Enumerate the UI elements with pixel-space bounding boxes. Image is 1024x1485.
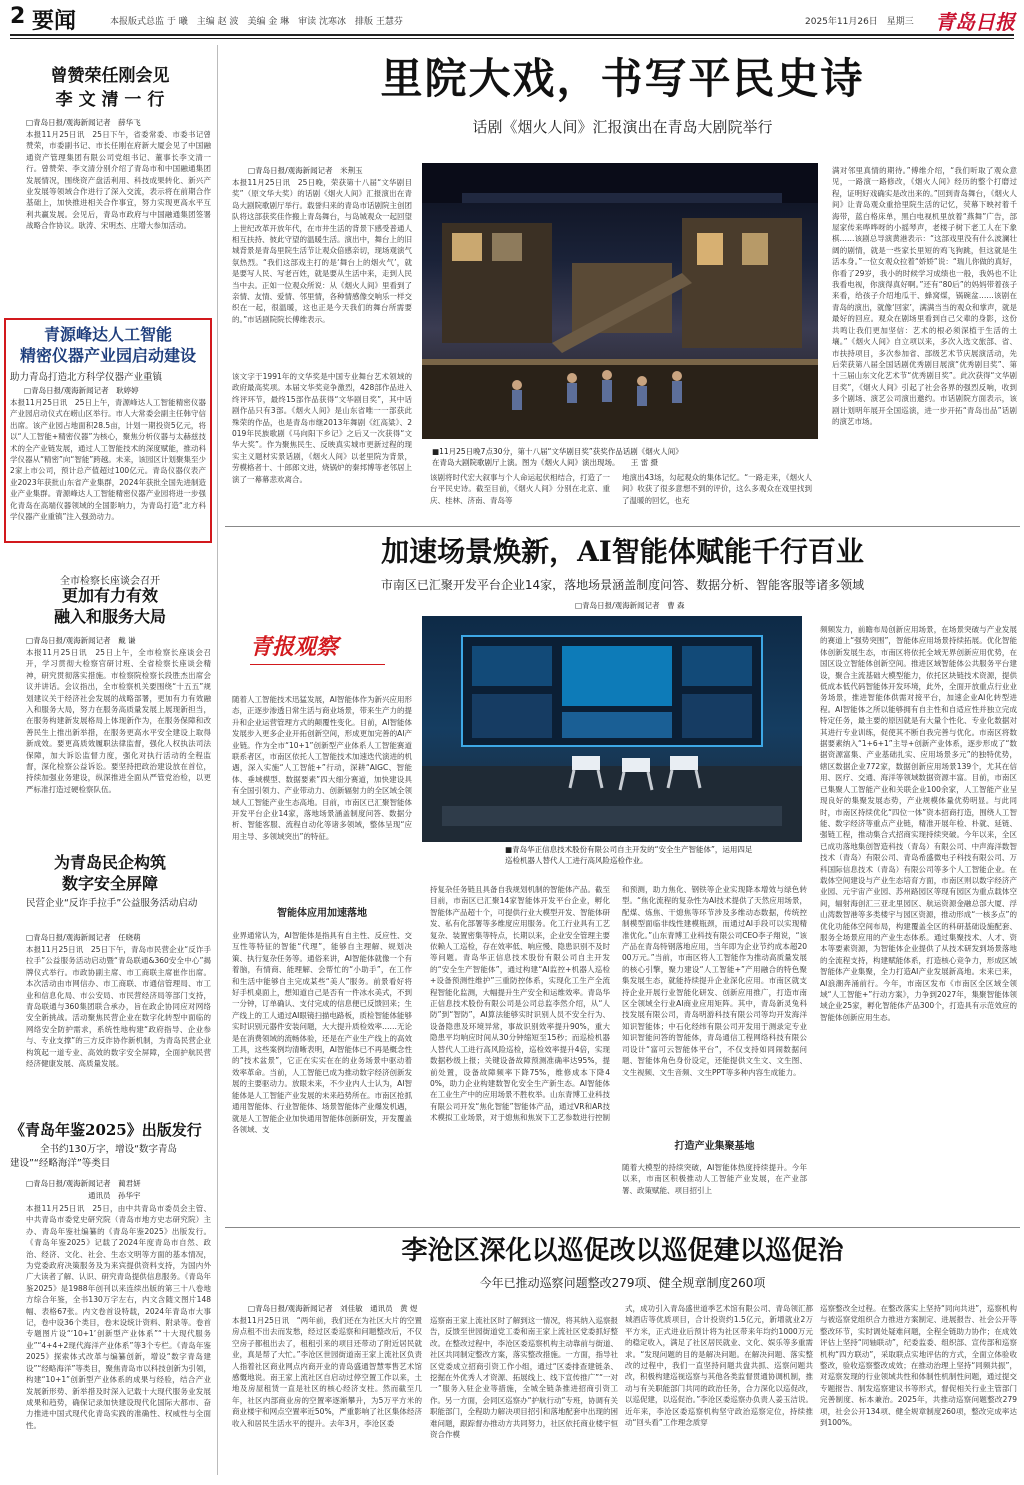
article8-body-col3: 式，成功引入青岛盛世道季艺术馆有限公司、青岛领汇都城酒店等优质项目，合计投资约1.5亿元，新增就业2万平方米，正式进业后预计将为社区带来年均约1000万元的稳定收入，满足了社区居民就业、文化、娱乐等多重需求。“发现问题的目的是解决问题。在解决问题、落实整改的过程中，我们一直坚持问题共盘共抓、巡察问题共改，积极构建巡视巡察与其他各类监督贯通协调机制，推动与有关职能部门共同的政治任务，合力深化以巡促改，以巡促建，以巡促治。”李沧区委巡察办负责人姜玉洁说。近年来，李沧区委巡察机构坚守政治巡察定位，持续推动“回头看”工作理念质穿 bbox=[625, 1304, 813, 1428]
article7-byline: □青岛日报/观海新闻记者 曹 森 bbox=[575, 601, 685, 610]
stage-photo bbox=[422, 163, 818, 439]
article6-body-col3: 该剧将时代宏大叙事与个人命运起伏相结合，打造了一台平民史诗。截至目前，《烟火人间》分别在北京、重庆、桂林、济南、青岛等 bbox=[430, 473, 610, 505]
article1-body: 本报11月25日讯 25日下午，省委常委、市委书记曾赞荣，市委副书记、市长任刚在府新大厦会见了中国融通资产管理集团有限公司党组书记、董事长李文清一行。曾赞荣、李文清分别介绍了青岛市和中国融通集团发展情况，围绕资产盘活利用、科技成果转化、新兴产业发展等领域合作进行了深入交流，表示将在前期合作基础上，加快推进相关合作事宜，努力实现更高水平互利共赢发展。会见后，青岛市政府与中国融通集团签署战略合作协议。耿涛、宋明杰、庄增大参加活动。 bbox=[26, 130, 211, 231]
article5-body: 本报11月25日讯 25日，由中共青岛市委员会主管、中共青岛市委党史研究院（青岛市地方史志研究院）主办、青岛年鉴社编纂的《青岛年鉴2025》出版发行。《青岛年鉴2025》记载了2024年度青岛市自然、政治、经济、文化、社会、生态文明等方面的基本情况，为党委政府决策服务及为来宾提供资料支持，为国内外广大读者了解、认识、研究青岛提供信息服务。《青岛年鉴2025》是1988年创刊以来连续出版的第三十八卷地方综合年鉴，全书130万字左右，内文含随文图片148幅、表格67张。内文卷首设特载，2024年青岛市大事记，卷中设36个类目，卷末设统计资料、附录等。卷首专题图片设“‘10+1’创新型产业体系”“十大现代服务业”“4+4+2现代海洋产业体系”等3个专栏。《青岛年鉴2025》探索体式改革与编纂创新，增设“数字青岛建设”“经略海洋”等类目，聚焦青岛市以科技创新为引领，构建“10+1”创新型产业体系的成果与经验，结合产业发展新形势、新举措及时深入记载十大现代服务业发展成果和趋势，确保记录加快建设现代化国际大都市、奋力推进中国式现代化青岛实践的准确性、权威性与全面性。 bbox=[26, 1204, 211, 1430]
article1-byline: □青岛日报/观海新闻记者 薛华飞 bbox=[26, 118, 141, 127]
article3-kicker: 全市检察长座谈会召开 bbox=[60, 576, 160, 587]
masthead-logo: 青岛日报 bbox=[935, 10, 1015, 34]
article2-body: 本报11月25日讯 25日上午，青源峰达人工智能精密仪器产业园启动仪式在崂山区举行。市人大常委会副主任韩守信出席。该产业园占地面积28.5亩，计划一期投资5亿元，将以“人工智能+精密仪器”为核心，聚焦分析仪器与太赫兹技术的全产业链发展，通过人工智能技术的深度赋能，推动科学仪器从“精密”向“智能”跨越。未来，该园区计划聚集至少2家上市公司，预计总产值超过100亿元。青岛仪器仪表产业2023年获批山东省产业集群，2024年获批全国先进制造业产业集群。青源峰达人工智能精密仪器产业园将进一步强化青岛在高端仪器领域的全国影响力，为青岛打造“北方科学仪器产业重镇”注入强劲动力。 bbox=[10, 398, 206, 522]
article7-caption-line2: 巡检机器人替代人工进行高风险巡检作业。 bbox=[505, 856, 648, 865]
editor-info: 本报版式总监 于 曦 主编 赵 波 美编 金 琳 审读 沈寒冰 排版 王慧芬 bbox=[110, 17, 403, 27]
section-name: 要闻 bbox=[32, 9, 77, 34]
article6-body-col1: 本报11月25日讯 25日晚，荣获第十八届“文华剧目奖”（原文华大奖）的话剧《烟火人间》汇报演出在青岛大剧院歌剧厅举行。载誉归来的青岛市话剧院主创团队将这部获奖佳作搬上青岛舞台，与岛城观众一起回望上世纪改革开放年代，在市井生活的背景下感受普通人相互扶持、彼此守望的温暖生活。演出中，舞台上的旧城背景是青岛里院生活节让观众倍感亲切，现场观演气氛热烈。“我们这部戏主打的是‘舞台上的烟火气’，就是要写人民、写老百姓，就是要从生活中来，走到人民当中去。正如一位观众所说：从《烟火人间》里看到了亲情、友情、爱情、邻里情，各种情感像交响乐一样交织在一起，很温暖，这也正是今天我们的舞台所需要的。”市话剧院院长傅维表示。 bbox=[232, 178, 412, 324]
section-rule-2 bbox=[225, 1227, 1020, 1228]
article7-intro: 随着人工智能技术迅猛发展，AI智能体作为新兴应用形态，正逐步渗透日常生活与商业场景，带来生产力的提升和企业运营管理方式的颠覆性变化。目前，AI智能体发展步入更多企业开拓创新空间，形成更加完善的AI产业链。作为全市“10+1”创新型产业体系人工智能赛道联系者区，市南区依托人工智能技术加速迭代演进的机遇，深入实施“人工智能+”行动，深耕“AIGC、智能体、垂域模型、数据要素”四大细分赛道，加快建设具有全国引领力、产业带动力、创新辐射力的全区域全领域人工智能产业生态高地。目前，市南区已汇聚智能体开发平台企业14家，落地场景涵盖制度问答、数据分析、智能客服、流程自动化等诸多领域，整体呈现“应用主导、多领域突出”的特征。 bbox=[232, 695, 412, 841]
article2-byline: □青岛日报/观海新闻记者 耿婷婷 bbox=[24, 386, 139, 395]
article6-subtitle: 话剧《烟火人间》汇报演出在青岛大剧院举行 bbox=[472, 118, 773, 136]
article7-subtitle: 市南区已汇聚开发平台企业14家，落地场景涵盖制度问答、数据分析、智能客服等诸多领域 bbox=[380, 578, 865, 592]
article8-subtitle: 今年已推动巡察问题整改279项、健全规章制度260项 bbox=[479, 1276, 766, 1290]
control-room-illustration bbox=[422, 616, 802, 842]
article6-caption bbox=[432, 446, 812, 468]
article6-body-col4: 地演出43场，勾起观众的集体记忆。“一路走来，《烟火人间》收获了很多意想不到的评价，这么多观众在戏里找到了温暖的回忆，也充 bbox=[622, 473, 812, 505]
article3-title-line1: 更加有力有效 bbox=[61, 586, 158, 605]
page-number: 2 bbox=[10, 4, 26, 29]
page-header bbox=[0, 0, 1024, 38]
column-badge bbox=[250, 630, 385, 665]
article1-title-line2: 李 文 清 一 行 bbox=[55, 90, 165, 110]
article7-body-col4: 和预测，助力焦化、钢铁等企业实现降本增效与绿色转型。“焦化流程的复杂性为AI技术提供了天然应用场景，配煤、炼焦、干熄焦等环节涉及多维动态数据，传统控制模型面临非线性建模瓶颈，而通过AI手段可以实现精准优化。”山东青博工业科技有限公司CEO李子翔说，“该产品在青岛特钢落地应用，当年即为企业节约成本超2000万元。”当前，市南区将人工智能作为推动高质量发展的核心引擎，聚力建设“人工智能+”产用融合的特色聚集发展生态，就能持续提升企业深化应用。市南区就支持企业开展行业智能化研发、创新应用推广，打造市南区全领域全行业AI商业应用矩阵。其中，青岛新灵兔科技发展有限公司，青岛明游科技有限公司等均开发海洋知识智能体；中石化经纬有限公司开发用于测录定专业知识智能问答的智能体，青岛通信工程网络科技有限公司设计“富可云智能体平台”，不仅支持如同闹数据问题、智能体角色身份设定，还能提供文生文、文生图、文生视频、文生音频、文生PPT等多种内容生成能力。 bbox=[622, 885, 807, 1077]
article2-title-line2: 精密仪器产业园启动建设 bbox=[19, 346, 196, 365]
article6-caption-line2: 在青岛大剧院歌剧厅上演。图为《烟火人间》演出现场。 王 雷 摄 bbox=[432, 458, 659, 467]
column-badge-text: 青报观察 bbox=[250, 634, 339, 660]
article3-title bbox=[10, 585, 210, 627]
article4-byline: □青岛日报/观海新闻记者 任晓萌 bbox=[26, 933, 141, 942]
article2-title bbox=[8, 324, 208, 366]
article4-title bbox=[10, 852, 210, 894]
article5-byline: □青岛日报/观海新闻记者 蔺君妍 bbox=[26, 1179, 141, 1188]
left-column-divider bbox=[217, 45, 218, 1475]
article7-body-col4b: 随着大模型的持续突破，AI智能体热度持续提升。今年以来，市南区积极推动人工智能产业发展，在产业部署、政策赋能、项目招引上 bbox=[622, 1163, 807, 1195]
article4-title-line1: 为青岛民企构筑 bbox=[53, 853, 166, 872]
article5-title: 《青岛年鉴2025》出版发行 bbox=[10, 1121, 202, 1139]
article8-body-col2: 巡察南王家上流社区时了解到这一情况，将其纳入巡察报告，反馈至世园街道党工委和南王家上流社区党委抓好整改。在整改过程中，李沧区委巡察机构主动靠前与街道、社区共同制定整改方案，落实整改措施。一方面，指导社区党委成立招商引资工作小组，通过“区委排查建链条、挖掘在外优秀人才资源、拓展线上、线下宣传推广”“一对一”服务入驻企业等措施，全城全链条推进招商引资工作。另一方面，会同区巡察办“护航行动”专班，协调有关职能部门，全程助力解决项目招引和落地配套中出现的困难问题，跟踪督办推动方共同努力，社区依托商业楼宇恒资合作模 bbox=[430, 1316, 618, 1440]
article1-title-line1: 曾赞荣任刚会见 bbox=[50, 66, 170, 86]
article6-body-col5: 满对邻里真情的期待。”傅维介绍，“我们听取了观众意见，一路演一路修改，《烟火人间》经历的整个打磨过程，证明好戏确实是改出来的。”回到青岛舞台，《烟火人间》让青岛观众重拾里院生活的记忆，荧幕下映衬着千海带，蓝白格床单，黑白电视机里放着“燕舞”广告，部屋家传来哗哗呀的小摇琴声，老楼子树下老工人在下象棋……该剧总导演黄港表示：“这部戏里没有什么波澜壮阔的剧情，就是一些家长里短的鸡飞狗跳，但这就是生活本身。”一位女观众拉着“娇娇”说：“瑞儿你做的真好，你看了29岁，我小的时候学习成绩也一般，我妈也不让我看电视，你演得真好啊。”还有“80后”的妈妈带着孩子来看，给孩子介绍地瓜干、蜂窝煤，锅碗盆……该剧在青岛的演出，就像‘回家’，满满当当的观众和掌声，就是最好的回应。观众在剧场里看到自己父辈的身影，这份共鸣让我们更加坚信：艺术的根必须深植于生活的土壤。”《烟火人间》自立项以来，多次入选文旅部、省、市扶持项目，多次参加省、部级艺术节庆展演活动，先后荣获第八届全国话剧优秀剧目展演“优秀剧目奖”、第十三届山东文化艺术节“优秀剧目奖”。此次获得“文华剧目奖”，《烟火人间》引起了社会各界的强烈反响，收到多个剧场、演艺公司演出邀约。市话剧院方面表示，该剧计划明年展开全国巡演，进一步开拓“青岛出品”话剧的演艺市场。 bbox=[832, 166, 1017, 426]
article6-body-col2: 该文字于1991年的文华奖是中国专业舞台艺术领域的政府最高奖项。本届文华奖竞争激烈，428部作品进入终评环节，最终15部作品获得“文华剧目奖”，其中话剧作品只有3部。《烟火人间》是山东省唯一一部获此殊荣的作品，也是青岛市继2013年舞剧《红高粱》、2019年民族歌剧《马向阳下乡记》之后又一次获得“文华大奖”。作为聚焦民生、反映真实城市更新过程的现实主义题材实景话剧，《烟火人间》以老里院为背景，劳模格者十、十郎郎文进，烧锅炉的秦邦博等老邻居上演了一幕幕悲欢离合。 bbox=[232, 372, 412, 484]
article7-title: 加速场景焕新，AI智能体赋能千行百业 bbox=[381, 535, 864, 568]
issue-date: 2025年11月26日 星期三 bbox=[805, 17, 914, 27]
article8-title: 李沧区深化以巡促改以巡促建以巡促治 bbox=[401, 1236, 844, 1266]
control-room-photo bbox=[422, 616, 802, 842]
article7-caption-line1: ■青岛华正信息技术股份有限公司自主开发的“安全生产智能体”，运用四足 bbox=[505, 845, 753, 854]
article8-byline: □青岛日报/观海新闻记者 刘佳敏 通讯员 黄 煜 bbox=[248, 1304, 418, 1313]
article2-title-line1: 青源峰达人工智能 bbox=[43, 325, 172, 344]
article5-byline2: 通讯员 孙华宇 bbox=[88, 1191, 141, 1200]
article8-body-col1: 本报11月25日讯 “两年前，我们还在为社区大片的空置房点租不出去而发愁，经过区委巡察和问题整改后，不仅空房子都租出去了，租租引来的项目还带动了附近居民就业，真是帮了大忙。”李沧区世园街道南王家上流社区负责人指着社区商业网点内商开业的青岛盛通智慧零售艺术馆感慨地说。南王家上流社区自启动过停空置工作以来，土地及房屋租赁一直是社区的核心经济支柱。然而截至几年，社区内部商业房的空置率逐渐攀升，为5万平方米的商业楼宇和网点空置率近50%，严重影响了社区集体经济收入和居民生活水平的提升。去年3月，李沧区委 bbox=[232, 1316, 422, 1428]
article2-subtitle: 助力青岛打造北方科学仪器产业重镇 bbox=[10, 372, 163, 383]
article3-body: 本报11月25日讯 25日上午，全市检察长座谈会召开，学习贯彻大检察官研讨班、全省检察长座谈会精神，研究贯彻落实措施。市检察院检察长段胜杰出席会议并讲话。会议指出，全市检察机关要围绕“十五五”规划建议关于经济社会发展的战略部署，更加有力有效融入和服务大局，努力在服务高质量发展上展现新担当，在服务构建新发展格局上体现新作为，在服务保障和改善民生上推出新举措，在服务更高水平安全建设上取得新成效。要更高质效履职法律监督，强化人权执法司法保障，加大诉讼监督力度，强化对执行活动的全程监督，深化检察公益诉讼。要坚持把政治建设放在首位，持续加强业务建设，纵深推进全面从严管党治检，以更严标准打造过硬检察队伍。 bbox=[26, 648, 211, 794]
section-rule-1 bbox=[225, 526, 1020, 527]
header-rule bbox=[10, 34, 1014, 36]
article7-body-col3: 持复杂任务链且具备自我规划机制的智能体产品。截至目前，市南区已汇聚14家智能体开发平台企业，孵化智能体产品超十个，可提供行业大模型开发、智能体研发、私有化部署等多维度应用服务。化工行业具有工艺复杂、装置密集等特点，长期以来，企业安全管理主要依赖人工巡检，存在效率低、响应慢、隐患识别不及时等问题。青岛华正信息技术股份有限公司自主开发的“安全生产智能体”，通过构建“AI监控+机器人巡检+设备预测性维护”三重防控体系，实现化工生产全流程智能化监测，大幅提升生产安全和运维效率。青岛华正信息技术股份有限公司是公司总监李然介绍，从“人防”到“智防”，AI算法能够实时识别人员不安全行为、设备隐患及环境异常，事故识别效率提升90%，重大隐患平均响应时间从30分钟缩短至15秒；而巡检机器人替代人工进行高风险巡检，巡检效率提升4倍，实现数据秒级上报；关键设备故障预测准确率达95%，提前处置，设备故障频率下降75%，维修成本下降40%，助力企业构建数智化安全生产新生态。AI智能体在工业生产中的应用场景不胜枚举。山东青博工业科技有限公司开发“焦化智能”智能体产品，通过VR和AR技术模拟工业场景，对于熄焦和焦炭下工艺参数进行控制 bbox=[430, 885, 610, 1123]
article6-caption-line1: ■11月25日晚7点30分，第十八届“文华剧目奖”获奖作品话剧《烟火人间》 bbox=[432, 447, 683, 456]
article8-body-col4: 巡察整改全过程。在整改落实上坚持“同向共进”，巡察机构与被巡察党组织合力推进方案制定、进展报告、社会公开等整改环节，实时调处疑难问题，全程全链助力协作；在成效评估上坚持“同轴联动”，纪委监委、组织部、宣传部和巡察机构“四方联动”，采取联点实地评估的方式，全面立体验收整改，验收巡察整改成效；在推动治理上坚持“同频共振”，对巡察发现的行业领域共性和体制性机制性问题，通过提交专题报告、制发巡察建议书等形式，督促相关行业主管部门完善制度、标本兼治。2025年，共推动巡察问题整改279项，社会公开134项、健全规章制度260项，整改完成率达到100%。 bbox=[820, 1304, 1017, 1428]
article6-byline: □青岛日报/观海新闻记者 米荆玉 bbox=[248, 166, 363, 175]
article4-subtitle: 民营企业“反诈手拉手”公益服务活动启动 bbox=[26, 898, 198, 909]
article5-subtitle-line1: 全书约130万字，增设“数字青岛 bbox=[40, 1144, 178, 1155]
article6-title: 里院大戏，书写平民史诗 bbox=[380, 54, 865, 103]
article7-caption bbox=[505, 844, 805, 866]
article5-subtitle-line2: 建设”“经略海洋”等类目 bbox=[10, 1158, 111, 1169]
header-rule-thin bbox=[10, 38, 1014, 39]
article4-title-line2: 数字安全屏障 bbox=[61, 874, 158, 893]
article7-section-head2: 打造产业集聚基地 bbox=[674, 1141, 755, 1152]
article4-body: 本报11月25日讯 25日下午，青岛市民营企业“反诈手拉手”公益服务活动启动暨“青岛联通&360安全中心”揭牌仪式举行。市政协副主席、市工商联主席崔作出席。本次活动由市网信办、市工商联、市通信管理局、市工业和信息化局、市公安局、市民营经济局等部门支持，青岛联通与360集团联合承办，旨在政企协同应对网络安全新挑战。活动聚焦民营企业在数字化转型中面临的网络安全防护需求，系统性地构建“政府指导、企业参与、专业支撑”的三方反诈协作新机制，为青岛民营企业构筑起一道专业、高效的数字安全屏障，全面护航民营经济健康发展、高质量发展。 bbox=[26, 945, 211, 1069]
article7-section-head1: 智能体应用加速落地 bbox=[277, 908, 367, 919]
article3-title-line2: 融入和服务大局 bbox=[53, 607, 166, 626]
article7-body-col5: 频频发力，前瞻布局创新应用场景，在场景突破与产业发展的赛道上“强势突围”，智能体应用场景持续拓展。优化智能体创新发展生态，市南区将依托全域无界创新应用优势，在国区设立智能体创新空间。推进区域智能体公共服务平台建设，聚合主流基础大模型能力，依托区块链技术资源，提供低成本低代码智能体开发环境，此外，全面开放重点行业业务场景，推进智能体供需对接平台，加速企业AI化转型进程。AI智能体之所以能够拥有自主性和自适应性并独立完成特定任务，最主要的原因就是有大量个性化、专业化数据对其进行专业训练，促使其不断自我完善与优化。市南区将数据要素纳入“1+6+1”主导+创新产业体系，逐步形成了“数据资源富集、产业基础扎实、应用场景多元”的独特优势，辖区数据企业772家，数据创新应用场景139个，尤其在信用、医疗、交通、海洋等领域数据资源丰富。目前，市南区已集聚人工智能产业和关联企业100余家，人工智能产业呈现良好的集聚发展态势，产业规模体量优势明显。与此同时，市南区持续优化“四位一体”资本招商打造，围绕人工智能、数字经济等重点产业链，精准开展年检、朴就、延链、强链工程，推动集合式招商实现持续突破。今年以来，全区已成功落地集创智造科技（青岛）有限公司、中声海洋数智技术（青岛）有限公司、青岛希盛微电子科技有限公司、万科国际信息技术（青岛）有限公司等多个人工智能企业。在载体空间建设与产业生态培育方面，市南区则以数字经济产业园、元宇宙产业园、苏州路园区等现有园区为重点载体空间，辐射海创汇三亚北里园区、航运资源金融总部大厦、浮山湾数智港等多类楼宇与园区资源，推动形成“一核多点”的优化功能体空间布局，构建覆盖全区的科研基础设施配套、服务全场景应用的产业生态体系。通过集聚技术、人才、资本等要素资源，为智能体企业提供了从技术研发到场景落地的全流程支持，构建赋能体系，打造核心竞争力，形成区域智能体产业集聚，全力打造AI产业发展新高地。未来已来，AI浪潮奔涌前行。今年，市南区发布《市南区全区域全领域“人工智能+”行动方案》，力争到2027年，集聚智能体领域企业25家，孵化智能体产品300个，打造具有示范效应的智能体创新应用生态。 bbox=[820, 625, 1017, 1022]
article5-subtitle bbox=[10, 1143, 210, 1171]
stage-scene-illustration bbox=[422, 163, 818, 439]
article7-body-col2: 业界通常认为，AI智能体是指具有自主性、反应性、交互性等特征的智能“代理”，能够自主理解、规划决策、执行复杂任务等。通俗来讲，AI智能体就像一个有着脑，有情商、能理解、会帮忙的“小助手”，在工作和生活中能够自主完成某些“美人”服务。前景看好将好手机桌面上，想知道自己是否有一件冰水美式，不到一分钟，订单确认、支付完成的信息便已反馈回来；生产线上的工人通过AI眼镜扫描电路板，质检智能体能够实时识别元器件安装问题，大大提升质检效率……无论是在消费领域的流畅体验，还是在产业生产线上的高效工具，这些案例均清晰表明，AI智能体已不再是概念性的“技术盆景”，它正在实实在在的业务场景中驱动着效率革命。当前，人工智能已成为推动数字经济创新发展的主要驱动力。放眼未来，不少业内人士认为，AI智能体是人工智能产业发展的未来趋势所在。市南区抢抓通用智能体、行业智能体、场景智能体产业爆发机遇，就是人工智能企业加快通用智能体创新研发，开发覆盖各领域、支 bbox=[232, 931, 412, 1134]
article3-byline: □青岛日报/观海新闻记者 戴 谦 bbox=[26, 636, 136, 645]
article1-title bbox=[10, 64, 210, 112]
